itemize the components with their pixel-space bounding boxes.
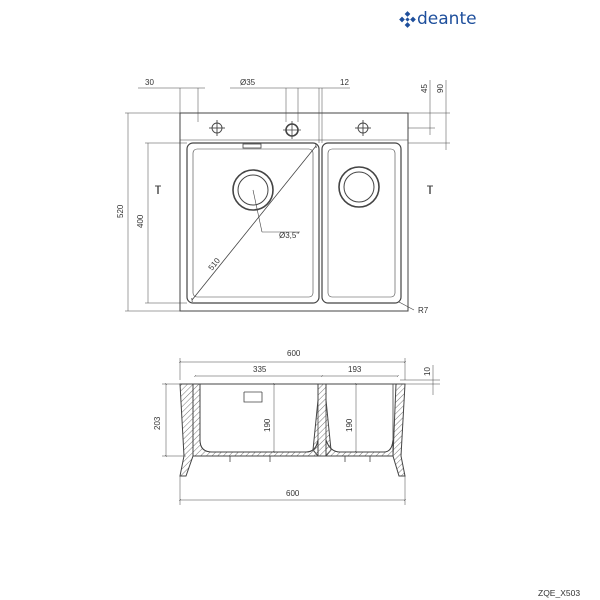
model-code: ZQE_X503 bbox=[538, 588, 581, 598]
small-drain bbox=[339, 167, 379, 207]
deante-logo-icon bbox=[399, 11, 416, 28]
tap-hole-center bbox=[283, 121, 301, 139]
dim-45: 45 bbox=[420, 84, 429, 93]
dim-600-bottom: 600 bbox=[286, 489, 300, 498]
top-view bbox=[125, 80, 450, 311]
section-small-bowl-bottom bbox=[326, 440, 393, 456]
dim-520: 520 bbox=[116, 204, 125, 218]
dim-190-left: 190 bbox=[263, 418, 272, 432]
dim-190-right: 190 bbox=[345, 418, 354, 432]
dim-12: 12 bbox=[340, 78, 349, 87]
dim-30: 30 bbox=[145, 78, 154, 87]
dim-400: 400 bbox=[136, 214, 145, 228]
section-left-wall bbox=[180, 384, 193, 476]
dim-600-top: 600 bbox=[287, 349, 301, 358]
dim-90: 90 bbox=[436, 84, 445, 93]
dim-335: 335 bbox=[253, 365, 267, 374]
dim-radius: R7 bbox=[418, 306, 429, 315]
dim-diameter-35: Ø35 bbox=[240, 78, 256, 87]
brand-name: deante bbox=[417, 9, 477, 29]
dim-drain: Ø3,5" bbox=[279, 231, 300, 240]
dim-510: 510 bbox=[206, 256, 222, 273]
section-large-bowl-bottom bbox=[193, 384, 318, 456]
deante-logo bbox=[399, 9, 476, 29]
tap-hole-right bbox=[355, 120, 371, 136]
dim-193: 193 bbox=[348, 365, 362, 374]
tap-hole-left bbox=[209, 120, 225, 136]
dim-203: 203 bbox=[153, 416, 162, 430]
section-right-wall bbox=[393, 384, 405, 476]
section-view bbox=[162, 358, 440, 505]
dim-10: 10 bbox=[423, 367, 432, 376]
